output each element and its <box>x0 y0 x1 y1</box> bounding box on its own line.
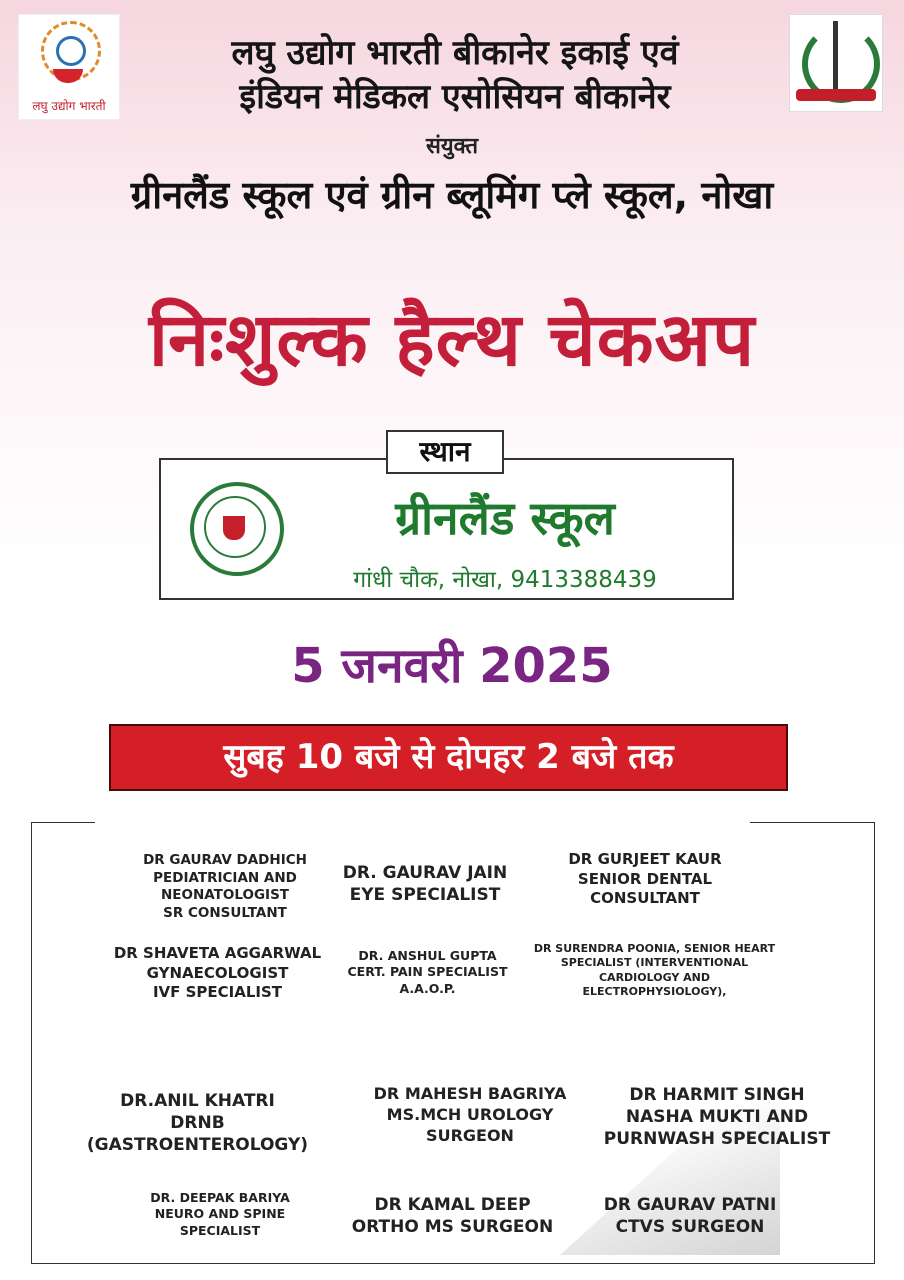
page-title: निःशुल्क हैल्थ चेकअप <box>148 297 756 383</box>
organizer-line-1: लघु उद्योग भारती बीकानेर इकाई एवं <box>231 33 679 73</box>
doctor-card: DR.ANIL KHATRI DRNB (GASTROENTEROLOGY) <box>86 1091 309 1156</box>
doctor-card: DR MAHESH BAGRIYA MS.MCH UROLOGY SURGEON <box>373 1084 567 1145</box>
venue-address: गांधी चौक, नोखा, 9413388439 <box>353 567 657 593</box>
doctor-card: DR GAURAV PATNI CTVS SURGEON <box>603 1195 777 1238</box>
doctor-card: DR SHAVETA AGGARWAL GYNAECOLOGIST IVF SPECIALIST <box>113 944 322 1001</box>
caduceus-icon <box>833 21 838 91</box>
ribbon-icon <box>796 89 876 101</box>
organizer-line-2: इंडियन मेडिकल एसोसियन बीकानेर <box>239 77 671 117</box>
laghu-udyog-bharati-logo <box>18 14 120 120</box>
doctor-card: DR HARMIT SINGH NASHA MUKTI AND PURNWASH SPECIALIST <box>603 1085 831 1150</box>
doctor-card: DR GAURAV DADHICH PEDIATRICIAN AND NEONATOLOGIST SR CONSULTANT <box>143 852 307 921</box>
schools-line: ग्रीनलैंड स्कूल एवं ग्रीन ब्लूमिंग प्ले स्कूल, नोखा <box>130 173 774 217</box>
doctor-card: DR. DEEPAK BARIYA NEURO AND SPINE SPECIALIST <box>150 1190 290 1238</box>
medical-association-logo <box>789 14 883 112</box>
doctor-card: DR SURENDRA POONIA, SENIOR HEART SPECIALIST (INTERVENTIONAL CARDIOLOGY AND ELECTROPHYSIOLOGY), <box>533 942 776 998</box>
doctor-card: DR. ANSHUL GUPTA CERT. PAIN SPECIALIST A.A.O.P. <box>347 948 508 996</box>
school-emblem-icon <box>190 482 280 578</box>
left-logo-caption: लघु उद्योग भारती <box>32 99 106 113</box>
doctor-card: DR GURJEET KAUR SENIOR DENTAL CONSULTANT <box>568 850 722 907</box>
joint-label: संयुक्त <box>426 134 478 159</box>
venue-name: ग्रीनलैंड स्कूल <box>395 491 615 545</box>
hands-icon <box>53 69 83 83</box>
doctor-card: DR. GAURAV JAIN EYE SPECIALIST <box>342 863 508 906</box>
event-date: 5 जनवरी 2025 <box>291 638 613 694</box>
frame-gap <box>95 815 750 829</box>
venue-label: स्थान <box>386 430 504 474</box>
doctor-card: DR KAMAL DEEP ORTHO MS SURGEON <box>351 1195 554 1238</box>
event-time: सुबह 10 बजे से दोपहर 2 बजे तक <box>109 724 788 791</box>
